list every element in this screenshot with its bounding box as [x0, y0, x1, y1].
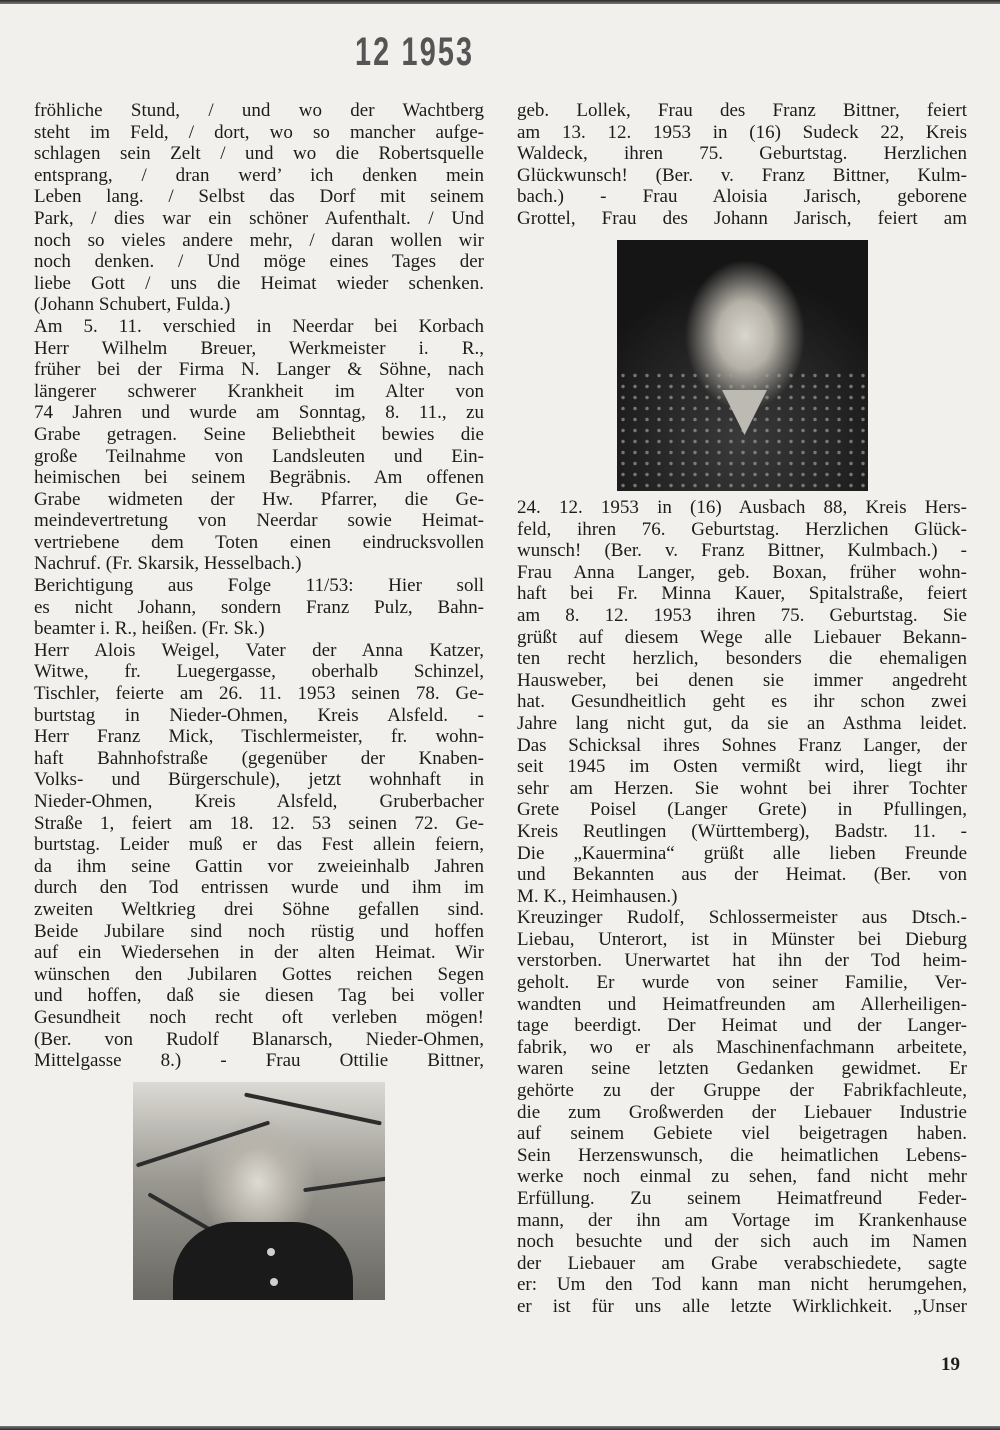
text-line: Am 5. 11. verschied in Neerdar bei Korbach: [34, 315, 484, 337]
text-line: zweiten Weltkrieg drei Söhne gefallen sind.: [34, 898, 484, 920]
text-line: der Liebauer am Grabe verabschiedete, sagte: [517, 1252, 967, 1274]
text-line: es nicht Johann, sondern Franz Pulz, Bahn-: [34, 596, 484, 618]
text-line: Tischler, feierte am 26. 11. 1953 seinen 78. Ge-: [34, 683, 484, 705]
text-line: Nieder-Ohmen, Kreis Alsfeld, Gruberbacher: [34, 791, 484, 812]
text-line: früher bei der Firma N. Langer & Söhne, nach: [34, 359, 484, 381]
text-line: Grabe getragen. Seine Beliebtheit bewies die: [34, 423, 484, 445]
text-line: geholt. Er wurde von seiner Familie, Ver-: [517, 972, 967, 994]
text-line: Grottel, Frau des Johann Jarisch, feiert am: [517, 207, 967, 229]
text-line: Glückwunsch! (Ber. v. Franz Bittner, Kulm-: [517, 164, 967, 186]
text-line: beamter i. R., heißen. (Fr. Sk.): [34, 618, 265, 640]
text-line: Park, / dies war ein schöner Aufenthalt. / Und: [34, 207, 484, 229]
page-bottom-edge: [0, 1426, 1000, 1430]
text-line: noch denken. / Und möge eines Tages der: [34, 251, 484, 273]
text-line: seit 1945 im Osten vermißt wird, liegt ihr: [517, 756, 967, 778]
text-line: (Johann Schubert, Fulda.): [34, 294, 231, 316]
text-line: gehörte zu der Gruppe der Fabrikfachleute,: [517, 1080, 967, 1102]
text-line: wunsch! (Ber. v. Franz Bittner, Kulmbach.) -: [517, 540, 967, 562]
text-line: Frau Anna Langer, geb. Boxan, früher wohn-: [517, 561, 967, 583]
text-line: Leben lang. / Selbst das Dorf mit seinem: [34, 186, 484, 208]
text-line: tage beerdigt. Der Heimat und der Langer-: [517, 1015, 967, 1037]
text-line: auf seinem Gebiete viel beigetragen haben.: [517, 1123, 967, 1145]
text-line: Die „Kauermina“ grüßt alle lieben Freunde: [517, 842, 967, 864]
text-line: haft bei Fr. Minna Kauer, Spitalstraße, feiert: [517, 583, 967, 605]
text-line: er: Um den Tod kann man nicht herumgehen,: [517, 1274, 967, 1296]
text-line: durch den Tod entrissen wurde und ihm im: [34, 877, 484, 899]
jacket-button: [270, 1278, 278, 1286]
text-line: Das Schicksal ihres Sohnes Franz Langer, der: [517, 734, 967, 756]
page-number: 19: [941, 1354, 960, 1375]
text-line: Hausweber, bei denen sie immer angedreht: [517, 669, 967, 691]
text-line: Liebau, Unterort, ist in Münster bei Dieburg: [517, 928, 967, 950]
text-line: Grabe widmeten der Hw. Pfarrer, die Ge-: [34, 488, 484, 510]
text-line: geb. Lollek, Frau des Franz Bittner, feiert: [517, 100, 967, 121]
text-line: Herr Wilhelm Breuer, Werkmeister i. R.,: [34, 337, 484, 359]
text-line: sehr am Herzen. Sie wohnt bei ihrer Tochter: [517, 777, 967, 799]
portrait-photo-ottilie-bittner: [133, 1082, 385, 1300]
left-column: [34, 100, 484, 1072]
text-line: wünschen den Jubilaren Gottes reichen Segen: [34, 963, 484, 985]
text-line: steht im Feld, / dort, wo so mancher aufge-: [34, 121, 484, 143]
text-line: heimischen bei seinem Begräbnis. Am offenen: [34, 467, 484, 489]
text-line: grüßt auf diesem Wege alle Liebauer Bekann-: [517, 626, 967, 648]
text-line: am 13. 12. 1953 in (16) Sudeck 22, Kreis: [517, 121, 967, 143]
text-line: hat. Gesundheitlich geht es ihr schon zwei: [517, 691, 967, 713]
text-line: Herr Franz Mick, Tischlermeister, fr. wohn-: [34, 726, 484, 748]
text-line: werke noch einmal zu sehen, fand nicht mehr: [517, 1166, 967, 1188]
text-line: Kreis Reutlingen (Württemberg), Badstr. 11. -: [517, 820, 967, 842]
text-line: noch besuchte und der sich auch im Namen: [517, 1231, 967, 1253]
text-line: mann, der ihn am Vortage im Krankenhause: [517, 1209, 967, 1231]
text-line: Herr Alois Weigel, Vater der Anna Katzer,: [34, 639, 484, 661]
right-column-bottom: [517, 497, 967, 1318]
text-line: haft Bahnhofstraße (gegenüber der Knaben-: [34, 747, 484, 769]
text-line: fabrik, wo er als Maschinenfachmann arbeitete,: [517, 1036, 967, 1058]
portrait-photo-aloisia-jarisch: [617, 240, 868, 491]
text-line: 74 Jahren und wurde am Sonntag, 8. 11., zu: [34, 402, 484, 424]
text-line: Straße 1, feiert am 18. 12. 53 seinen 72. Ge-: [34, 812, 484, 834]
text-line: Grete Poisel (Langer Grete) in Pfullingen,: [517, 799, 967, 821]
text-line: Volks- und Bürgerschule), jetzt wohnhaft in: [34, 769, 484, 791]
text-line: Nachruf. (Fr. Skarsik, Hesselbach.): [34, 553, 302, 575]
dark-jacket: [173, 1222, 353, 1300]
text-line: Berichtigung aus Folge 11/53: Hier soll: [34, 575, 484, 597]
text-line: M. K., Heimhausen.): [517, 885, 678, 907]
text-line: Witwe, fr. Luegergasse, oberhalb Schinzel,: [34, 661, 484, 683]
text-line: Jahre lang nicht gut, da sie an Asthma leidet.: [517, 712, 967, 734]
text-line: wandten und Heimatfreunden am Allerheiligen-: [517, 993, 967, 1015]
text-line: und hoffen, daß sie diesen Tag bei voller: [34, 985, 484, 1007]
jacket-button: [267, 1248, 275, 1256]
text-line: vertriebene dem Toten einen eindrucksvollen: [34, 531, 484, 553]
right-column-top: [517, 100, 967, 230]
text-line: und Bekannten aus der Heimat. (Ber. von: [517, 864, 967, 886]
text-line: entsprang, / dran werd’ ich denken mein: [34, 164, 484, 186]
tree-branch: [136, 1120, 270, 1167]
text-line: Sein Herzenswunsch, die heimatlichen Lebens-: [517, 1144, 967, 1166]
text-line: (Ber. von Rudolf Blanarsch, Nieder-Ohmen,: [34, 1028, 484, 1050]
text-line: schlagen sein Zelt / und wo die Robertsquelle: [34, 143, 484, 165]
text-line: Beide Jubilare sind noch rüstig und hoffen: [34, 920, 484, 942]
text-line: längerer schwerer Krankheit im Alter von: [34, 380, 484, 402]
text-line: burtstag in Nieder-Ohmen, Kreis Alsfeld. -: [34, 704, 484, 726]
text-line: waren seine letzten Gedanken gewidmet. Er: [517, 1058, 967, 1080]
text-line: auf ein Wiedersehen in der alten Heimat. Wir: [34, 942, 484, 964]
text-line: liebe Gott / uns die Heimat wieder schenken.: [34, 272, 484, 294]
text-line: er ist für uns alle letzte Wirklichkeit. „Unser: [517, 1295, 967, 1317]
text-line: verstorben. Unerwartet hat ihn der Tod heim-: [517, 950, 967, 972]
tree-branch: [303, 1176, 385, 1192]
text-line: feld, ihren 76. Geburtstag. Herzlichen Glück-: [517, 518, 967, 540]
text-line: die zum Großwerden der Liebauer Industrie: [517, 1101, 967, 1123]
text-line: fröhliche Stund, / und wo der Wachtberg: [34, 100, 484, 121]
text-line: burtstag. Leider muß er das Fest allein feiern,: [34, 834, 484, 856]
text-line: meindevertretung von Neerdar sowie Heimat-: [34, 510, 484, 532]
text-line: am 8. 12. 1953 ihren 75. Geburtstag. Sie: [517, 604, 967, 626]
issue-stamp: 12 1953: [355, 30, 475, 74]
text-line: große Teilnahme von Landsleuten und Ein-: [34, 445, 484, 467]
text-line: 24. 12. 1953 in (16) Ausbach 88, Kreis Hers-: [517, 497, 967, 518]
text-line: Gesundheit noch recht oft verleben mögen!: [34, 1006, 484, 1028]
page-top-edge: [0, 0, 1000, 4]
text-line: Waldeck, ihren 75. Geburtstag. Herzlichen: [517, 143, 967, 165]
text-line: ten recht herzlich, besonders die ehemaligen: [517, 648, 967, 670]
text-line: Erfüllung. Zu seinem Heimatfreund Feder-: [517, 1188, 967, 1209]
text-line: Kreuzinger Rudolf, Schlossermeister aus Dtsch.-: [517, 907, 967, 929]
text-line: noch so vieles andere mehr, / daran wollen wir: [34, 229, 484, 251]
text-line: Mittelgasse 8.) - Frau Ottilie Bittner,: [34, 1050, 484, 1072]
text-line: bach.) - Frau Aloisia Jarisch, geborene: [517, 186, 967, 208]
text-line: da ihm seine Gattin vor zweieinhalb Jahren: [34, 855, 484, 877]
